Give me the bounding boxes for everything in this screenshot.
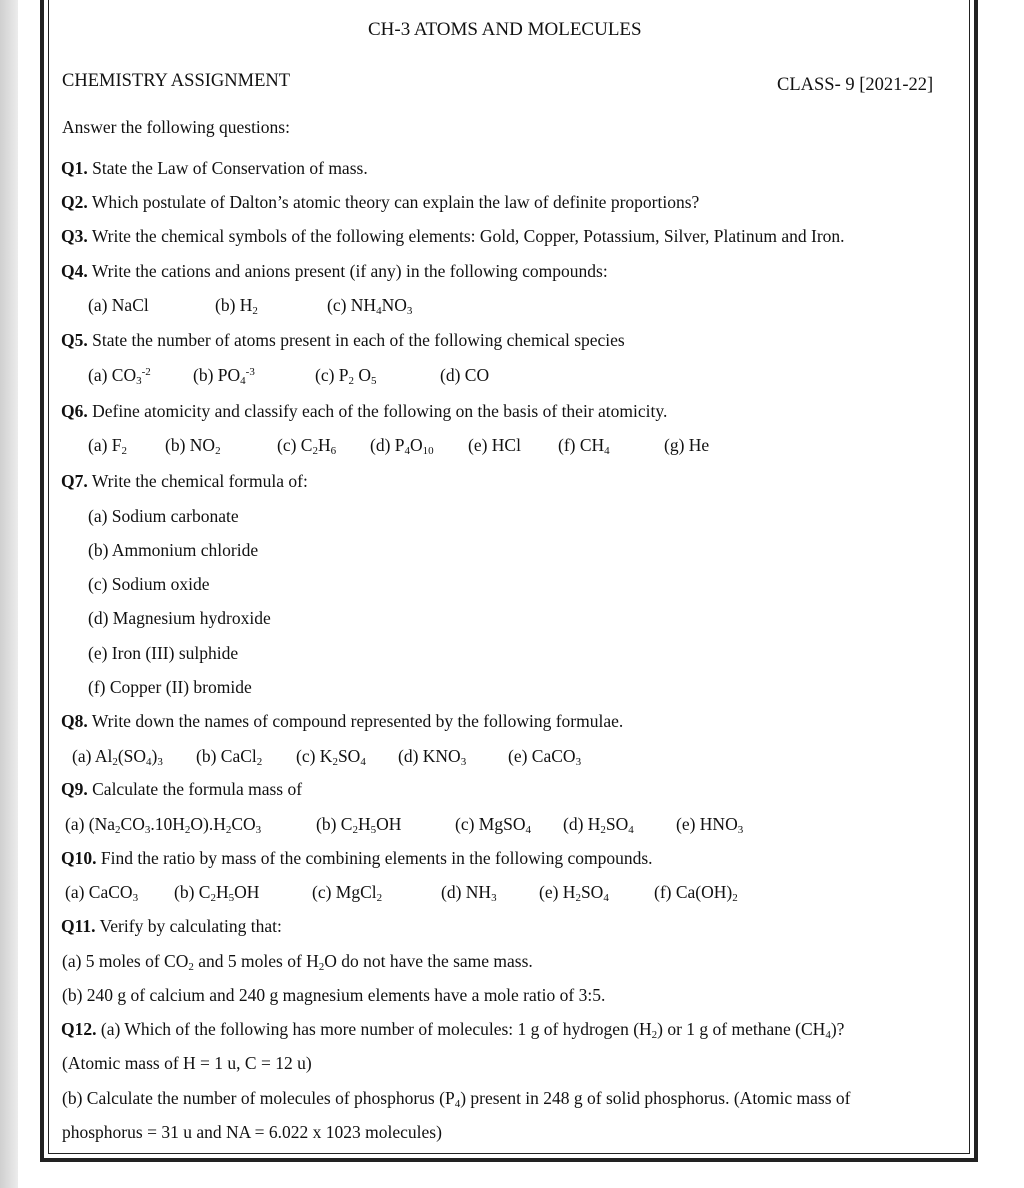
option-4b: (b) $H_2$: [215, 295, 258, 317]
item-12b: (b) Calculate the number of molecules of phosphorus $(P_4)$ present in 248 g of solid phosphorus. (Atomic mass of: [62, 1088, 851, 1110]
option-9a: (a) $(Na_2CO_3.10H_2O).H_2CO_3$: [65, 814, 262, 836]
photo-edge-shadow: [0, 0, 18, 1188]
option-8e: (e) CaCO$_3$: [508, 746, 582, 768]
question-text: Write down the names of compound represented by the following formulae.: [91, 711, 624, 731]
option-8a: (a) $Al_2(SO_4)_3$: [72, 746, 163, 768]
option-8c: (c) $K_2SO_4$: [296, 746, 366, 768]
option-5a: (a) $CO_3^{-2}$: [88, 365, 151, 387]
option-4a: (a) NaCl: [88, 295, 149, 315]
question-text: Which postulate of Dalton’s atomic theory can explain the law of definite proportions?: [91, 192, 700, 212]
chapter-title: CH-3 ATOMS AND MOLECULES: [368, 19, 642, 40]
item-12a-note: (Atomic mass of H = 1 u, C = 12 u): [62, 1053, 312, 1073]
option-6f: (f) $CH_4$: [558, 435, 610, 457]
question-3: [61, 225, 845, 247]
option-6c: (c) $C_2H_6$: [277, 435, 337, 457]
option-5d: (d) CO: [440, 365, 490, 385]
item-7d: (d) Magnesium hydroxide: [88, 608, 271, 628]
question-number: Q10.: [61, 848, 97, 868]
question-text: Write the chemical formula of:: [91, 471, 308, 491]
question-2: [61, 191, 699, 213]
item-7a: (a) Sodium carbonate: [88, 506, 239, 526]
question-6: [61, 400, 667, 422]
class-label: CLASS- 9 [2021-22]: [777, 75, 934, 95]
option-5b: (b) $PO_4^{-3}$: [193, 365, 255, 387]
option-9d: (d) $H_2SO_4$: [563, 814, 634, 836]
question-text: Verify by calculating that:: [99, 916, 282, 936]
option-6g: (g) He: [664, 435, 710, 455]
option-10d: (d) $NH_3$: [441, 882, 497, 904]
option-6d: (d) $P_4O_{10}$: [370, 435, 434, 457]
question-number: Q8.: [61, 711, 88, 731]
question-text: State the number of atoms present in each of the following chemical species: [92, 330, 625, 350]
option-5c: (c) $P_2$ $O_5$: [315, 365, 377, 387]
option-6e: (e) HCl: [468, 435, 521, 455]
item-7f: (f) Copper (II) bromide: [88, 677, 252, 697]
question-number: Q1.: [61, 158, 88, 178]
option-4c: (c) $NH_4NO_3$: [327, 295, 413, 317]
item-11a: (a) 5 moles of $CO_2$ and 5 moles of $H_2O$ do not have the same mass.: [62, 951, 533, 973]
item-12b-line2: phosphorus = 31 u and NA = 6.022 x 1023 molecules): [62, 1122, 442, 1142]
question-5: [61, 329, 625, 351]
question-10: [61, 847, 653, 869]
option-9e: (e) $HNO_3$: [676, 814, 744, 836]
question-1: [61, 157, 368, 179]
question-text: Find the ratio by mass of the combining elements in the following compounds.: [100, 848, 653, 868]
option-9b: (b) $C_2H_5OH$: [316, 814, 402, 836]
question-number: Q2.: [61, 192, 88, 212]
option-10e: (e) $H_2SO_4$: [539, 882, 609, 904]
question-number: Q12.: [61, 1019, 97, 1039]
assignment-title: CHEMISTRY ASSIGNMENT: [62, 71, 291, 91]
option-9c: (c) MgSO$_4$: [455, 814, 531, 836]
question-number: Q3.: [61, 226, 88, 246]
question-8: [61, 710, 623, 732]
item-7b: (b) Ammonium chloride: [88, 540, 259, 560]
question-number: Q11.: [61, 916, 96, 936]
option-10a: (a) CaCO$_3$: [65, 882, 139, 904]
question-7: [61, 470, 308, 492]
question-text: Calculate the formula mass of: [92, 779, 303, 799]
item-11b: (b) 240 g of calcium and 240 g magnesium elements have a mole ratio of 3:5.: [62, 985, 606, 1005]
option-10f: (f) $Ca(OH)_2$: [654, 882, 738, 904]
option-8d: (d) $KNO_3$: [398, 746, 467, 768]
question-text: Write the cations and anions present (if any) in the following compounds:: [91, 261, 608, 281]
option-6a: (a) $F_2$: [88, 435, 128, 457]
question-12: Q12. (a) Which of the following has more number of molecules: 1 g of hydrogen $(H_2)$ or 1 g of methane $(CH_4)$?: [61, 1019, 845, 1041]
question-number: Q9.: [61, 779, 88, 799]
option-10b: (b) $C_2H_5OH$: [174, 882, 260, 904]
question-number: Q7.: [61, 471, 88, 491]
question-9: [61, 778, 302, 800]
question-text: Write the chemical symbols of the following elements: Gold, Copper, Potassium, Silver, Platinum and Iron.: [91, 226, 845, 246]
question-number: Q4.: [61, 261, 88, 281]
question-number: Q6.: [61, 401, 88, 421]
question-4: [61, 260, 608, 282]
question-11: [61, 915, 282, 937]
item-7e: (e) Iron (III) sulphide: [88, 643, 239, 663]
question-text: State the Law of Conservation of mass.: [92, 158, 368, 178]
option-6b: (b) $NO_2$: [165, 435, 221, 457]
option-10c: (c) MgCl$_2$: [312, 882, 383, 904]
item-7c: (c) Sodium oxide: [88, 574, 210, 594]
question-number: Q5.: [61, 330, 88, 350]
instruction-text: Answer the following questions:: [62, 117, 290, 137]
option-8b: (b) CaCl$_2$: [196, 746, 263, 768]
question-text: Define atomicity and classify each of the following on the basis of their atomicity.: [92, 401, 668, 421]
